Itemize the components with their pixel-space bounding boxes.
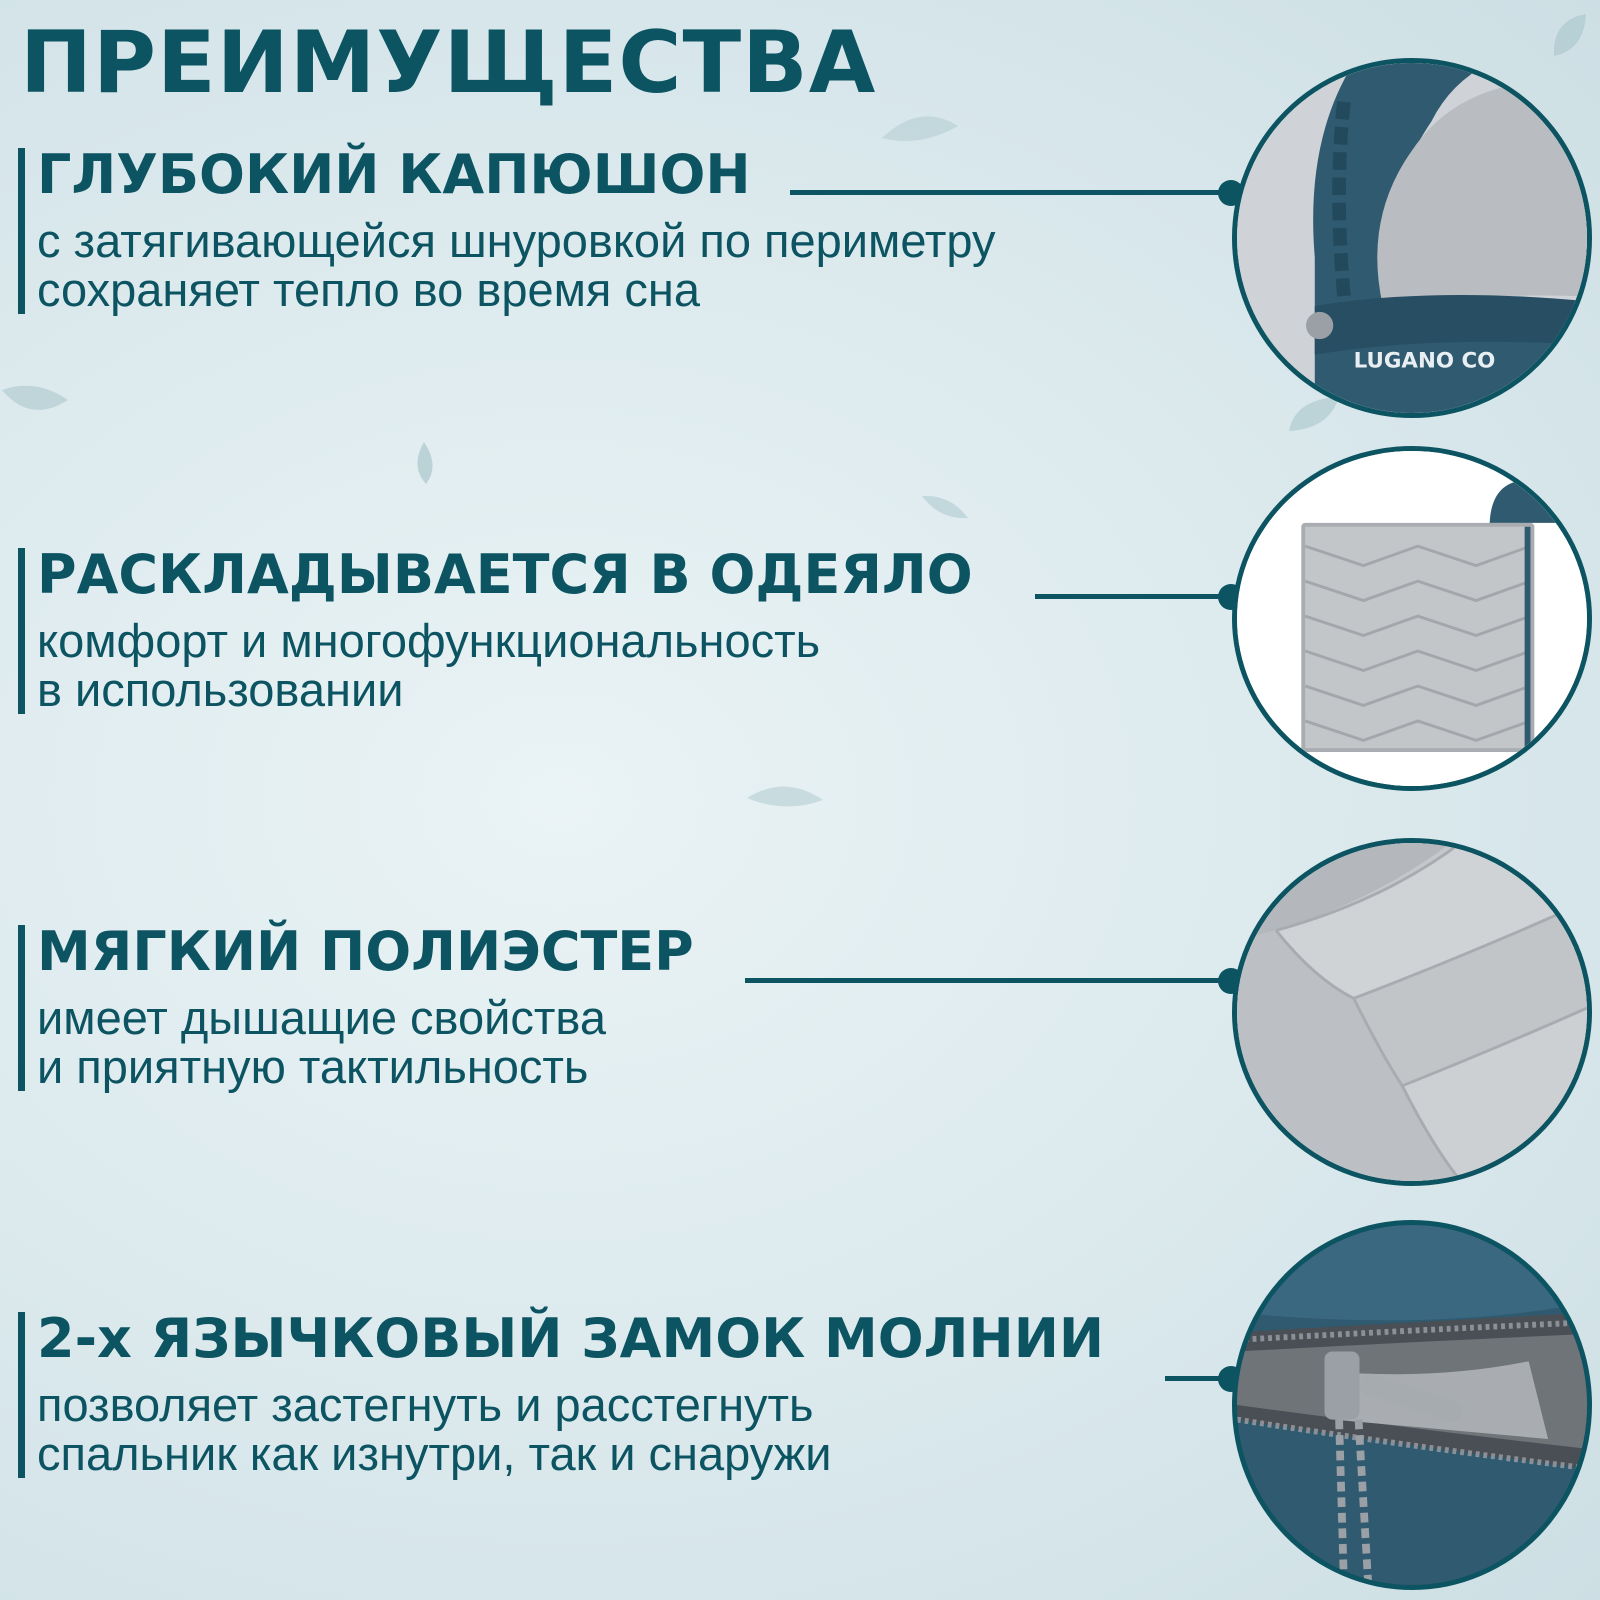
leaf-decoration [880,108,960,148]
leaf-decoration [410,440,440,486]
hood-photo [1232,58,1592,418]
connector-line [745,978,1230,983]
leaf-decoration [920,492,970,522]
feature-hood [18,143,996,316]
feature-description-line: и приятную тактильность [37,1040,589,1093]
leaf-decoration [0,380,70,420]
feature-description [37,1380,1104,1478]
blanket-photo [1232,446,1592,791]
leaf-decoration [1285,395,1341,435]
feature-description-line: в использовании [37,663,404,716]
leaf-decoration [745,778,825,814]
page-title: ПРЕИМУЩЕСТВА [20,13,877,113]
feature-description [37,616,973,714]
feature-description [37,216,996,314]
zipper-photo [1232,1220,1592,1590]
feature-description-line: имеет дышащие свойства [37,991,606,1044]
feature-blanket [18,543,973,716]
feature-zipper [18,1307,1105,1480]
feature-description-line: спальник как изнутри, так и снаружи [37,1427,832,1480]
feature-description-line: комфорт и многофункциональность [37,614,821,667]
feature-description-line: сохраняет тепло во время сна [37,263,701,316]
feature-title: 2-х ЯЗЫЧКОВЫЙ ЗАМОК МОЛНИИ [37,1307,1105,1370]
connector-line [1035,594,1230,599]
feature-title: РАСКЛАДЫВАЕТСЯ В ОДЕЯЛО [37,543,973,606]
connector-line [790,190,1230,195]
feature-description [37,993,694,1091]
brand-text: LUGANO CO [1353,348,1496,374]
feature-title: ГЛУБОКИЙ КАПЮШОН [37,143,751,206]
feature-description-line: позволяет застегнуть и расстегнуть [37,1378,814,1431]
feature-title: МЯГКИЙ ПОЛИЭСТЕР [37,920,694,983]
feature-polyester [18,920,694,1093]
polyester-photo [1232,838,1592,1186]
leaf-decoration [1548,10,1588,60]
feature-description-line: с затягивающейся шнуровкой по периметру [37,214,996,267]
